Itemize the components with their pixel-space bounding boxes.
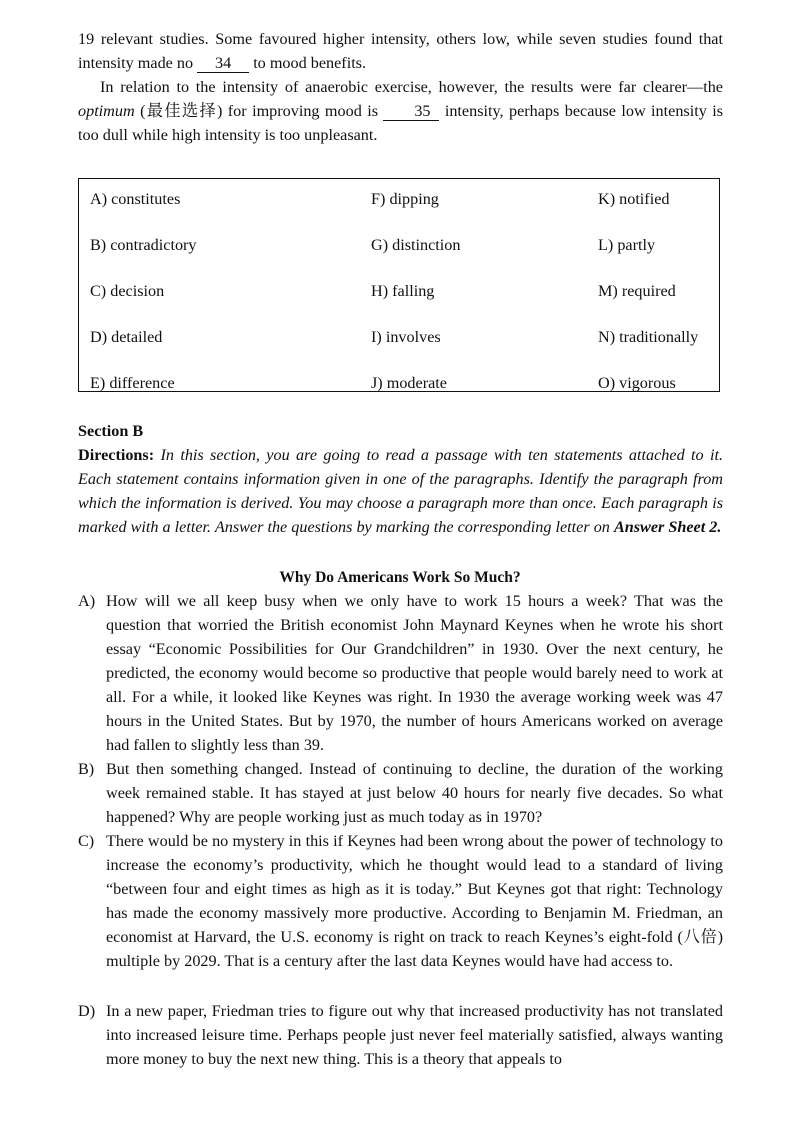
directions-text: In this section, you are going to read a passage with ten statements attached to it. Each statement contains information given in one of the paragraphs. Identify the paragraph from which the information is derived. You may choose a paragraph more than once. Each paragraph is marked with a letter. Answer the questions by marking the corresponding letter on: [78, 446, 724, 536]
paragraph-text: But then something changed. Instead of continuing to decline, the duration of the working week remained stable. It has stayed at just below 40 hours for nearly five decades. So what happened? Why are people working just as much today as in 1970?: [106, 760, 723, 826]
cloze-paragraph-1: [78, 27, 723, 75]
word-option: J) moderate: [371, 374, 447, 392]
word-option: G) distinction: [371, 236, 461, 254]
paragraph-c: [78, 829, 723, 973]
paragraph-d: [78, 999, 723, 1071]
cloze-text: for improving mood is: [227, 102, 379, 120]
blank-34: 34: [197, 54, 249, 73]
word-option: O) vigorous: [598, 374, 676, 392]
word-option: N) traditionally: [598, 328, 699, 346]
paragraph-letter: C): [78, 832, 95, 850]
word-option: F) dipping: [371, 190, 439, 208]
word-option: I) involves: [371, 328, 441, 346]
word-option: M) required: [598, 282, 676, 300]
cloze-text: to mood benefits.: [253, 54, 367, 72]
word-option: K) notified: [598, 190, 670, 208]
passage-title: Why Do Americans Work So Much?: [279, 569, 521, 586]
paragraph-letter: B): [78, 760, 95, 778]
word-option: H) falling: [371, 282, 435, 300]
answer-sheet-label: Answer Sheet 2.: [613, 518, 722, 536]
blank-35: 35: [383, 102, 439, 121]
cloze-text: 19 relevant studies. Some favoured higher intensity, others low, while seven studies found that intensity made no: [78, 30, 723, 72]
paragraph-text: In a new paper, Friedman tries to figure out why that increased productivity has not translated into increased leisure time. Perhaps people just never feel materially satisfied, always wanting more money to buy the next new thing. This is a theory that appeals to: [106, 1002, 723, 1068]
optimum-word: optimum: [78, 102, 135, 120]
word-option: D) detailed: [90, 328, 163, 346]
word-bank-row: [79, 279, 719, 303]
section-b-title: Section B: [78, 422, 144, 440]
word-option: L) partly: [598, 236, 656, 254]
word-bank-row: [79, 187, 719, 211]
word-bank-row: [79, 233, 719, 257]
word-bank-table: [78, 178, 720, 392]
word-option: B) contradictory: [90, 236, 197, 254]
word-option: C) decision: [90, 282, 165, 300]
word-bank-row: [79, 371, 719, 395]
cloze-text: In relation to the intensity of anaerobic exercise, however, the results were far clearer—the: [100, 78, 723, 96]
paragraph-text: There would be no mystery in this if Keynes had been wrong about the power of technology to increase the economy’s productivity, which he thought would lead to a standard of living “between four and eight times as high as it is today.” But Keynes got that right: Technology has made the economy massively more productive. According to Benjamin M. Friedman, an economist at Harvard, the U.S. economy is right on track to reach Keynes’s eight-fold (八倍) multiple by 2029. That is a century after the last data Keynes would have had access to.: [106, 832, 723, 970]
paragraph-a: [78, 589, 723, 757]
cloze-paragraph-2: [78, 75, 723, 147]
paragraph-letter: D): [78, 1002, 96, 1020]
paragraph-b: [78, 757, 723, 829]
word-option: E) difference: [90, 374, 175, 392]
directions-label: Directions:: [78, 446, 155, 464]
chinese-gloss: (最佳选择): [140, 102, 223, 120]
paragraph-letter: A): [78, 592, 96, 610]
word-bank-row: [79, 325, 719, 349]
cloze-text: intensity, perhaps because low intensity is too dull while high intensity is too unpleasant.: [78, 102, 724, 144]
section-b-directions: [78, 443, 723, 539]
word-option: A) constitutes: [90, 190, 181, 208]
paragraph-text: How will we all keep busy when we only have to work 15 hours a week? That was the question that worried the British economist John Maynard Keynes when he wrote his short essay “Economic Possibilities for Our Grandchildren” in 1930. Over the next century, he predicted, the economy would become so productive that people would barely need to work at all. For a while, it looked like Keynes was right. In 1930 the average working week was 47 hours in the United States. But by 1970, the number of hours Americans worked on average had fallen to slightly less than 39.: [106, 592, 723, 754]
